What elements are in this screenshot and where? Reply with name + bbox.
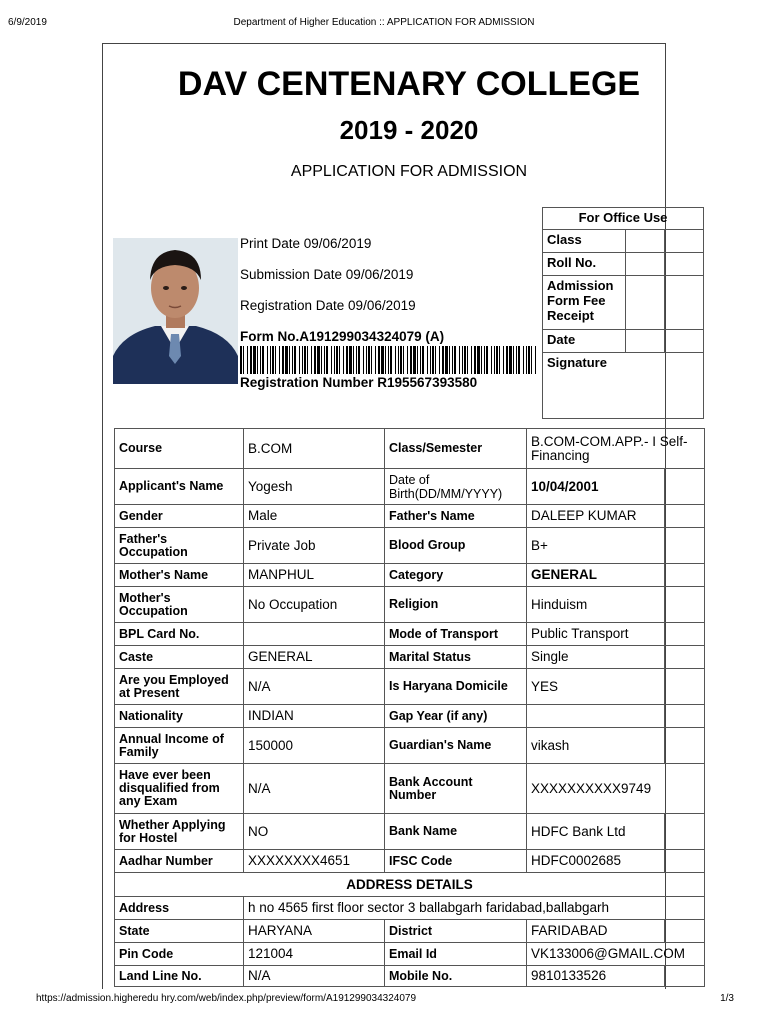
session-year: 2019 - 2020 bbox=[339, 115, 479, 145]
employed-label: Are you Employed at Present bbox=[115, 669, 244, 705]
income-label: Annual Income of Family bbox=[115, 728, 244, 764]
caste-label: Caste bbox=[115, 646, 244, 669]
transport-label: Mode of Transport bbox=[385, 623, 527, 646]
religion-value: Hinduism bbox=[527, 587, 665, 623]
marital-value: Single bbox=[527, 646, 665, 669]
form-number: Form No.A191299034324079 (A) bbox=[240, 329, 445, 344]
mother-occupation-value: No Occupation bbox=[244, 587, 385, 623]
category-label: Category bbox=[385, 564, 527, 587]
office-roll-label: Roll No. bbox=[543, 253, 626, 276]
guardian-label: Guardian's Name bbox=[385, 728, 527, 764]
course-value: B.COM bbox=[244, 429, 385, 469]
pin-value: 121004 bbox=[244, 943, 385, 966]
pin-label: Pin Code bbox=[115, 943, 244, 966]
applicant-photo bbox=[113, 238, 238, 384]
mother-label: Mother's Name bbox=[115, 564, 244, 587]
office-signature-label: Signature bbox=[543, 353, 704, 419]
father-occupation-value: Private Job bbox=[244, 528, 385, 564]
print-date: 6/9/2019 bbox=[8, 17, 47, 28]
dob-label: Date of Birth(DD/MM/YYYY) bbox=[385, 469, 527, 505]
state-value: HARYANA bbox=[244, 920, 385, 943]
aadhar-value: XXXXXXXX4651 bbox=[244, 850, 385, 873]
hostel-label: Whether Applying for Hostel bbox=[115, 814, 244, 850]
father-value: DALEEP KUMAR bbox=[527, 505, 665, 528]
bank-name-label: Bank Name bbox=[385, 814, 527, 850]
father-label: Father's Name bbox=[385, 505, 527, 528]
mother-value: MANPHUL bbox=[244, 564, 385, 587]
bank-name-value: HDFC Bank Ltd bbox=[527, 814, 665, 850]
guardian-value: vikash bbox=[527, 728, 665, 764]
page-number: 1/3 bbox=[720, 993, 734, 1004]
caste-value: GENERAL bbox=[244, 646, 385, 669]
bank-account-value: XXXXXXXXXX9749 bbox=[527, 764, 705, 814]
name-label: Applicant's Name bbox=[115, 469, 244, 505]
hostel-value: NO bbox=[244, 814, 385, 850]
state-label: State bbox=[115, 920, 244, 943]
bank-account-label: Bank Account Number bbox=[385, 764, 527, 814]
mobile-label: Mobile No. bbox=[385, 966, 527, 987]
ifsc-label: IFSC Code bbox=[385, 850, 527, 873]
form-subtitle: APPLICATION FOR ADMISSION bbox=[290, 163, 528, 180]
ifsc-value: HDFC0002685 bbox=[527, 850, 665, 873]
landline-label: Land Line No. bbox=[115, 966, 244, 987]
class-label: Class/Semester bbox=[385, 429, 527, 469]
gap-label: Gap Year (if any) bbox=[385, 705, 527, 728]
submission-date-line: Submission Date 09/06/2019 bbox=[240, 267, 414, 282]
name-value: Yogesh bbox=[244, 469, 385, 505]
registration-number: Registration Number R195567393580 bbox=[240, 375, 478, 390]
landline-value: N/A bbox=[244, 966, 385, 987]
print-title: Department of Higher Education :: APPLICATION FOR ADMISSION bbox=[233, 17, 535, 28]
domicile-label: Is Haryana Domicile bbox=[385, 669, 527, 705]
address-label: Address bbox=[115, 897, 244, 920]
religion-label: Religion bbox=[385, 587, 527, 623]
applicant-details-table bbox=[114, 428, 705, 987]
gender-value: Male bbox=[244, 505, 385, 528]
mother-occupation-label: Mother's Occupation bbox=[115, 587, 244, 623]
employed-value: N/A bbox=[244, 669, 385, 705]
bpl-label: BPL Card No. bbox=[115, 623, 244, 646]
nationality-label: Nationality bbox=[115, 705, 244, 728]
registration-date-line: Registration Date 09/06/2019 bbox=[240, 298, 416, 313]
email-value: VK133006@GMAIL.COM bbox=[527, 943, 705, 966]
barcode bbox=[240, 346, 540, 374]
category-value: GENERAL bbox=[527, 564, 665, 587]
email-label: Email Id bbox=[385, 943, 527, 966]
office-receipt-label: Admission Form Fee Receipt bbox=[543, 276, 626, 330]
disqualified-label: Have ever been disqualified from any Exam bbox=[115, 764, 244, 814]
blood-group-value: B+ bbox=[527, 528, 665, 564]
transport-value: Public Transport bbox=[527, 623, 665, 646]
gap-value bbox=[527, 705, 665, 728]
income-value: 150000 bbox=[244, 728, 385, 764]
bpl-value bbox=[244, 623, 385, 646]
page-url: https://admission.higheredu hry.com/web/index.php/preview/form/A191299034324079 bbox=[36, 993, 417, 1004]
office-date-label: Date bbox=[543, 330, 626, 353]
gender-label: Gender bbox=[115, 505, 244, 528]
disqualified-value: N/A bbox=[244, 764, 385, 814]
address-section-title: ADDRESS DETAILS bbox=[115, 873, 705, 897]
print-date-line: Print Date 09/06/2019 bbox=[240, 236, 372, 251]
college-name: DAV CENTENARY COLLEGE bbox=[177, 65, 641, 103]
office-use-title: For Office Use bbox=[543, 208, 704, 230]
course-label: Course bbox=[115, 429, 244, 469]
district-label: District bbox=[385, 920, 527, 943]
dob-value: 10/04/2001 bbox=[527, 469, 665, 505]
mobile-value: 9810133526 bbox=[527, 966, 665, 987]
office-use-table bbox=[542, 207, 704, 419]
office-class-label: Class bbox=[543, 230, 626, 253]
father-occupation-label: Father's Occupation bbox=[115, 528, 244, 564]
address-value: h no 4565 first floor sector 3 ballabgarh faridabad,ballabgarh bbox=[244, 897, 705, 920]
district-value: FARIDABAD bbox=[527, 920, 665, 943]
nationality-value: INDIAN bbox=[244, 705, 385, 728]
blood-group-label: Blood Group bbox=[385, 528, 527, 564]
aadhar-label: Aadhar Number bbox=[115, 850, 244, 873]
class-value: B.COM-COM.APP.- I Self-Financing bbox=[527, 429, 705, 469]
domicile-value: YES bbox=[527, 669, 665, 705]
marital-label: Marital Status bbox=[385, 646, 527, 669]
